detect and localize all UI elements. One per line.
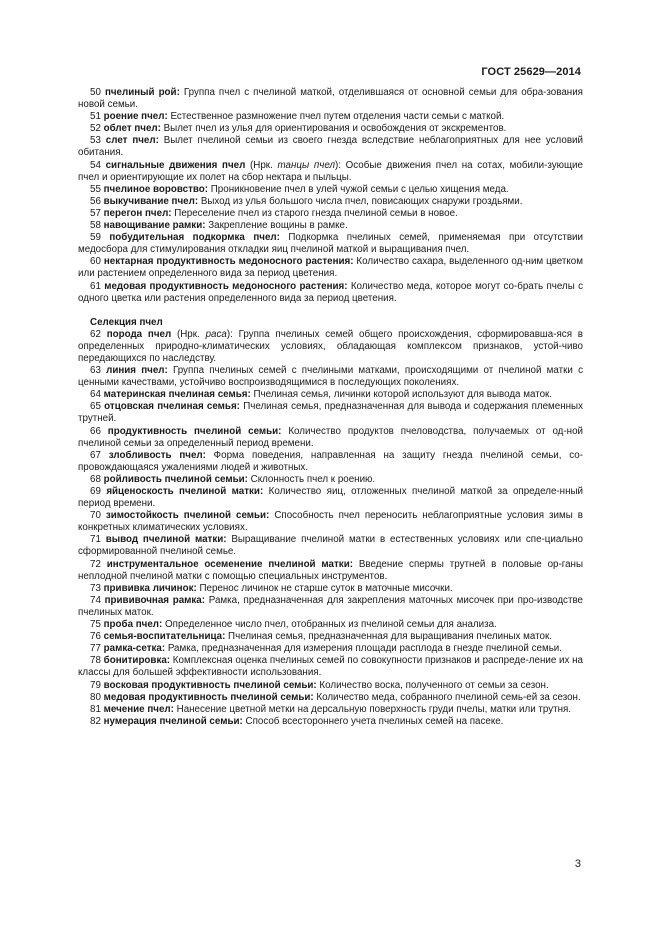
- term-number: 66: [90, 425, 101, 437]
- term-entry: [78, 704, 583, 716]
- term-definition: Пчелиная семья, личинки которой используют для вывода маток.: [250, 389, 553, 401]
- term-number: 77: [90, 643, 101, 655]
- term-definition: Естественное размножение пчел путем отделения части семьи с маткой.: [167, 111, 505, 123]
- term-name: роение пчел:: [103, 111, 168, 123]
- term-name: нумерация пчелиной семьи:: [103, 715, 243, 727]
- term-entry: [78, 474, 583, 486]
- term-entry: [78, 196, 583, 208]
- term-number: 53: [90, 135, 101, 147]
- term-entry: [78, 486, 583, 510]
- term-number: 73: [90, 582, 101, 594]
- term-entry: [78, 232, 583, 256]
- term-name: ройливость пчелиной семьи:: [103, 473, 248, 485]
- term-entry: [78, 329, 583, 365]
- term-name: навощивание рамки:: [103, 220, 206, 232]
- term-number: 78: [90, 655, 101, 667]
- term-number: 50: [90, 87, 101, 98]
- term-definition: Закрепление вощины в рамке.: [205, 220, 348, 232]
- term-number: 63: [90, 365, 101, 377]
- term-entry: [78, 510, 583, 534]
- term-name: материнская пчелиная семья:: [103, 389, 251, 401]
- term-name: зимостойкость пчелиной семьи:: [105, 510, 270, 522]
- term-entry: [78, 111, 583, 123]
- term-number: 71: [90, 534, 101, 546]
- term-entry: [78, 426, 583, 450]
- term-definition: Количество продуктов пчеловодства, получаемых от од-ной пчелиной семьи за определенный период времени.: [78, 425, 583, 449]
- term-number: 69: [90, 486, 101, 497]
- term-name: рамка-сетка:: [103, 643, 166, 655]
- term-definition: Форма поведения, направленная на защиту гнезда пчелиной семьи, со-провождающаяся ужалениями людей и животных.: [78, 449, 583, 473]
- term-number: 70: [90, 510, 101, 522]
- term-entry: [78, 123, 583, 135]
- term-entry: [78, 389, 583, 401]
- term-name: отцовская пчелиная семья:: [104, 401, 240, 413]
- term-definition: Рамка, предназначенная для измерения площади расплода в гнезде пчелиной семьи.: [165, 643, 562, 655]
- term-definition: Способ всестороннего учета пчелиных семей на пасеке.: [242, 715, 504, 727]
- term-number: 60: [90, 256, 101, 268]
- term-definition: Количество меда, которое могут со-брать пчелы с одного цветка или растения определенного вида за период цветения.: [78, 280, 583, 304]
- term-definition: Перенос личинок не старше суток в маточные мисочки.: [196, 582, 453, 594]
- document-body: [78, 87, 583, 728]
- term-number: 72: [90, 558, 101, 570]
- term-name: яйценоскость пчелиной матки:: [106, 486, 264, 497]
- term-definition: Комплексная оценка пчелиных семей по совокупности признаков и распреде-ление их на классы для большей эффективности использования.: [78, 655, 583, 679]
- term-number: 62: [90, 328, 101, 340]
- term-name: прививка личинок:: [103, 582, 197, 594]
- term-deprecated: раса: [205, 328, 227, 340]
- term-number: 65: [90, 401, 101, 413]
- term-definition: Группа пчелиных семей с пчелиными матками, происходящими от пчелиной матки с ценными качествами, устойчиво воспроизводящимися в последующих поколениях.: [78, 365, 583, 389]
- term-entry: [78, 583, 583, 595]
- term-number: 80: [90, 691, 101, 703]
- term-name: побудительная подкормка пчел:: [109, 232, 280, 244]
- term-definition: Выращивание пчелиной матки в естественных условиях или спе-циально сформированной пчелиной семье.: [78, 534, 583, 558]
- term-definition: Количество воска, полученного от семьи за сезон.: [316, 679, 549, 691]
- term-definition: Выход из улья большого числа пчел, повисающих снаружи гроздьями.: [198, 195, 523, 207]
- term-definition: Рамка, предназначенная для закрепления маточных мисочек при про-изводстве пчелиных маток.: [78, 594, 583, 618]
- term-entry: [78, 692, 583, 704]
- term-definition: Пчелиная семья, предназначенная для выращивания пчелиных маток.: [225, 631, 552, 643]
- term-definition: Вылет пчел из улья для ориентирования и освобождения от экскрементов.: [160, 123, 507, 135]
- term-name: злобливость пчел:: [108, 449, 206, 461]
- term-definition: Подкормка пчелиных семей, применяемая при отсутствии медосбора для стимулирования откладки яиц пчелиной маткой и выращивания пчел.: [78, 232, 583, 256]
- term-number: 51: [90, 111, 101, 123]
- term-number: 81: [90, 703, 101, 715]
- term-definition: Переселение пчел из старого гнезда пчелиной семьи в новое.: [171, 207, 458, 219]
- term-definition: ): Группа пчелиных семей общего происхождения, сформировавша-яся в определенных природно-климатических условиях, обладающая комплексом признаков, устой-чиво передающихся по наследству.: [78, 328, 583, 364]
- term-number: 61: [90, 280, 101, 292]
- term-number: 52: [90, 123, 101, 135]
- term-definition: Пчелиная семья, предназначенная для вывода и содержания племенных трутней.: [78, 401, 583, 425]
- term-definition: Способность пчел переносить неблагоприятные условия зимы в конкретных климатических условиях.: [78, 510, 583, 534]
- term-name: перегон пчел:: [103, 207, 172, 219]
- term-entry: [78, 655, 583, 679]
- term-number: 55: [90, 183, 101, 195]
- document-header: ГОСТ 25629—2014: [481, 66, 581, 78]
- term-number: 59: [90, 232, 101, 244]
- term-number: 58: [90, 220, 101, 232]
- term-name: проба пчел:: [103, 619, 163, 631]
- term-entry: [78, 220, 583, 232]
- term-name: облет пчел:: [103, 123, 161, 135]
- section-title: Селекция пчел: [90, 316, 163, 328]
- term-entry: [78, 184, 583, 196]
- term-name: пчелиное воровство:: [103, 183, 209, 195]
- term-definition: Группа пчел с пчелиной маткой, отделившаяся от основной семьи для обра-зования новой семьи.: [78, 87, 583, 111]
- term-entry: [78, 87, 583, 111]
- term-name: нектарная продуктивность медоносного растения:: [103, 256, 354, 268]
- term-number: 75: [90, 619, 101, 631]
- term-number: 68: [90, 473, 101, 485]
- term-definition: Определенное число пчел, отобранных из пчелиной семьи для анализа.: [162, 619, 497, 631]
- term-number: 74: [90, 594, 101, 606]
- term-deprecated-prefix: (Нрк.: [171, 328, 206, 340]
- term-entry: [78, 450, 583, 474]
- term-entry: [78, 716, 583, 728]
- page-number: 3: [574, 858, 581, 870]
- term-definition: Склонность пчел к роению.: [247, 473, 376, 485]
- term-entry: [78, 595, 583, 619]
- term-definition: Количество меда, собранного пчелиной семь-ей за сезон.: [313, 691, 581, 703]
- term-definition: Количество сахара, выделенного од-ним цветком или растением определенного вида за период цветения.: [78, 256, 583, 280]
- term-number: 76: [90, 631, 101, 643]
- term-name: пчелиный рой:: [104, 87, 180, 98]
- term-number: 67: [90, 449, 101, 461]
- term-deprecated: танцы пчел: [277, 159, 335, 171]
- term-name: выкучивание пчел:: [103, 195, 199, 207]
- term-name: порода пчел: [106, 328, 172, 340]
- term-name: медовая продуктивность медоносного растения:: [104, 280, 348, 292]
- term-entry: [78, 208, 583, 220]
- terms-section-selection: [78, 329, 583, 728]
- term-name: мечение пчел:: [103, 703, 174, 715]
- term-entry: [78, 559, 583, 583]
- term-definition: Вылет пчелиной семьи из своего гнезда вследствие неблагоприятных для нее условий обитания.: [78, 135, 583, 159]
- term-number: 56: [90, 195, 101, 207]
- term-entry: [78, 365, 583, 389]
- term-entry: [78, 534, 583, 558]
- term-number: 79: [90, 679, 101, 691]
- term-name: бонитировка:: [103, 655, 171, 667]
- term-name: семья-воспитательница:: [103, 631, 226, 643]
- term-name: линия пчел:: [106, 365, 168, 377]
- term-name: прививочная рамка:: [104, 594, 206, 606]
- term-name: сигнальные движения пчел: [105, 159, 246, 171]
- terms-section-bee-behavior: [78, 87, 583, 305]
- term-entry: [78, 281, 583, 305]
- term-name: инструментальное осеменение пчелиной матки:: [106, 558, 353, 570]
- term-deprecated-prefix: (Нрк.: [245, 159, 278, 171]
- term-definition: ): Особые движения пчел на сотах, мобили-зующие пчел и ориентирующие их полет на сбор нектара и пыльцы.: [78, 159, 583, 183]
- term-number: 54: [90, 159, 101, 171]
- term-name: восковая продуктивность пчелиной семьи:: [103, 679, 317, 691]
- term-entry: [78, 631, 583, 643]
- term-entry: [78, 256, 583, 280]
- term-definition: Введение спермы трутней в половые ор-ганы неплодной пчелиной матки с помощью специальных инструментов.: [78, 558, 583, 582]
- term-entry: [78, 680, 583, 692]
- term-entry: [78, 160, 583, 184]
- term-entry: [78, 619, 583, 631]
- term-name: слет пчел:: [105, 135, 159, 147]
- term-entry: [78, 401, 583, 425]
- term-name: продуктивность пчелиной семьи:: [107, 425, 282, 437]
- term-entry: [78, 643, 583, 655]
- term-entry: [78, 135, 583, 159]
- term-number: 64: [90, 389, 101, 401]
- term-number: 57: [90, 207, 101, 219]
- term-definition: Количество яиц, отложенных пчелиной маткой за определе-нный период времени.: [78, 486, 583, 510]
- term-name: медовая продуктивность пчелиной семьи:: [103, 691, 314, 703]
- term-number: 82: [90, 715, 101, 727]
- term-name: вывод пчелиной матки:: [105, 534, 227, 546]
- term-definition: Нанесение цветной метки на дерсальную поверхность груди пчелы, матки или трутня.: [173, 703, 572, 715]
- term-definition: Проникновение пчел в улей чужой семьи с целью хищения меда.: [208, 183, 509, 195]
